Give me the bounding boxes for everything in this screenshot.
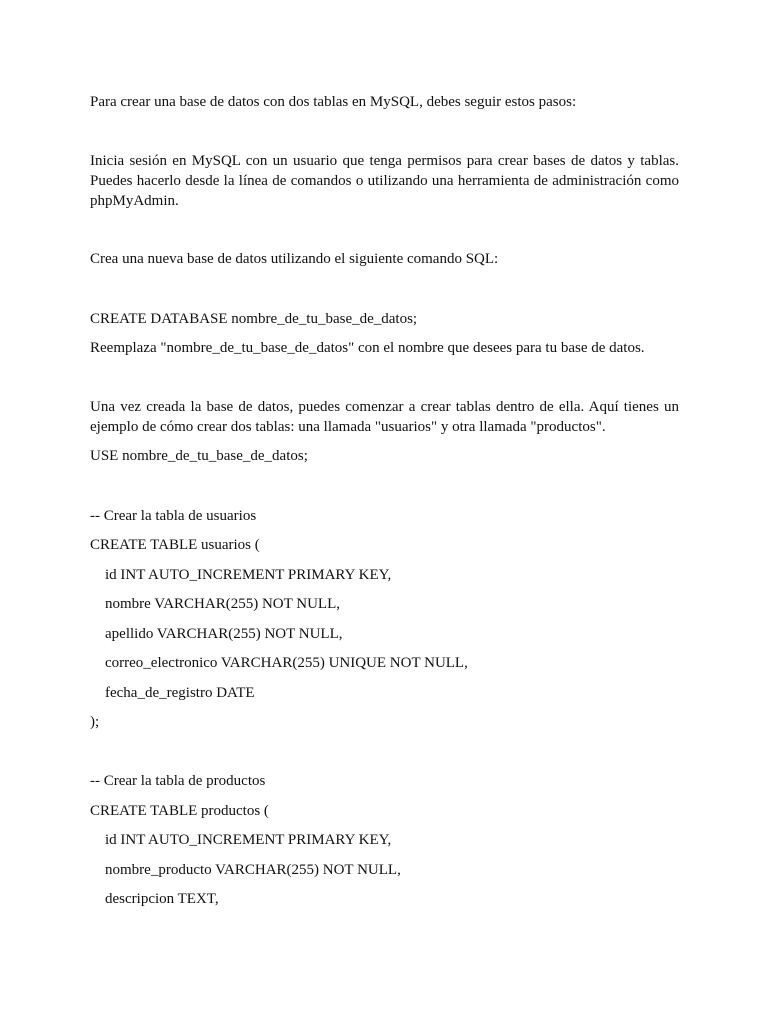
usuarios-comment: -- Crear la tabla de usuarios — [90, 508, 257, 524]
productos-column: id INT AUTO_INCREMENT PRIMARY KEY, — [105, 832, 392, 848]
usuarios-column: correo_electronico VARCHAR(255) UNIQUE NOT NULL, — [105, 655, 468, 671]
create-database-statement: CREATE DATABASE nombre_de_tu_base_de_datos; — [90, 311, 418, 327]
create-usuarios-statement: CREATE TABLE usuarios ( — [90, 537, 260, 553]
usuarios-column: nombre VARCHAR(255) NOT NULL, — [105, 596, 340, 612]
usuarios-column: fecha_de_registro DATE — [105, 685, 255, 701]
close-usuarios-statement: ); — [90, 714, 100, 730]
create-db-instruction: Crea una nueva base de datos utilizando el siguiente comando SQL: — [90, 251, 499, 267]
use-database-statement: USE nombre_de_tu_base_de_datos; — [90, 448, 308, 464]
create-productos-statement: CREATE TABLE productos ( — [90, 803, 269, 819]
productos-comment: -- Crear la tabla de productos — [90, 773, 266, 789]
login-paragraph: Inicia sesión en MySQL con un usuario que tenga permisos para crear bases de datos y tablas. Puedes hacerlo desde la línea de comandos o utilizando una herramienta de administración como phpMyAdmin. — [90, 153, 679, 209]
intro-paragraph: Para crear una base de datos con dos tablas en MySQL, debes seguir estos pasos: — [90, 94, 577, 110]
productos-column: nombre_producto VARCHAR(255) NOT NULL, — [105, 862, 401, 878]
create-tables-paragraph: Una vez creada la base de datos, puedes comenzar a crear tablas dentro de ella. Aquí tienes un ejemplo de cómo crear dos tablas: una llamada "usuarios" y otra llamada "productos". — [90, 399, 679, 435]
productos-column: descripcion TEXT, — [105, 891, 219, 907]
usuarios-column: id INT AUTO_INCREMENT PRIMARY KEY, — [105, 567, 392, 583]
usuarios-column: apellido VARCHAR(255) NOT NULL, — [105, 626, 343, 642]
replace-note: Reemplaza "nombre_de_tu_base_de_datos" con el nombre que desees para tu base de datos. — [90, 340, 645, 356]
